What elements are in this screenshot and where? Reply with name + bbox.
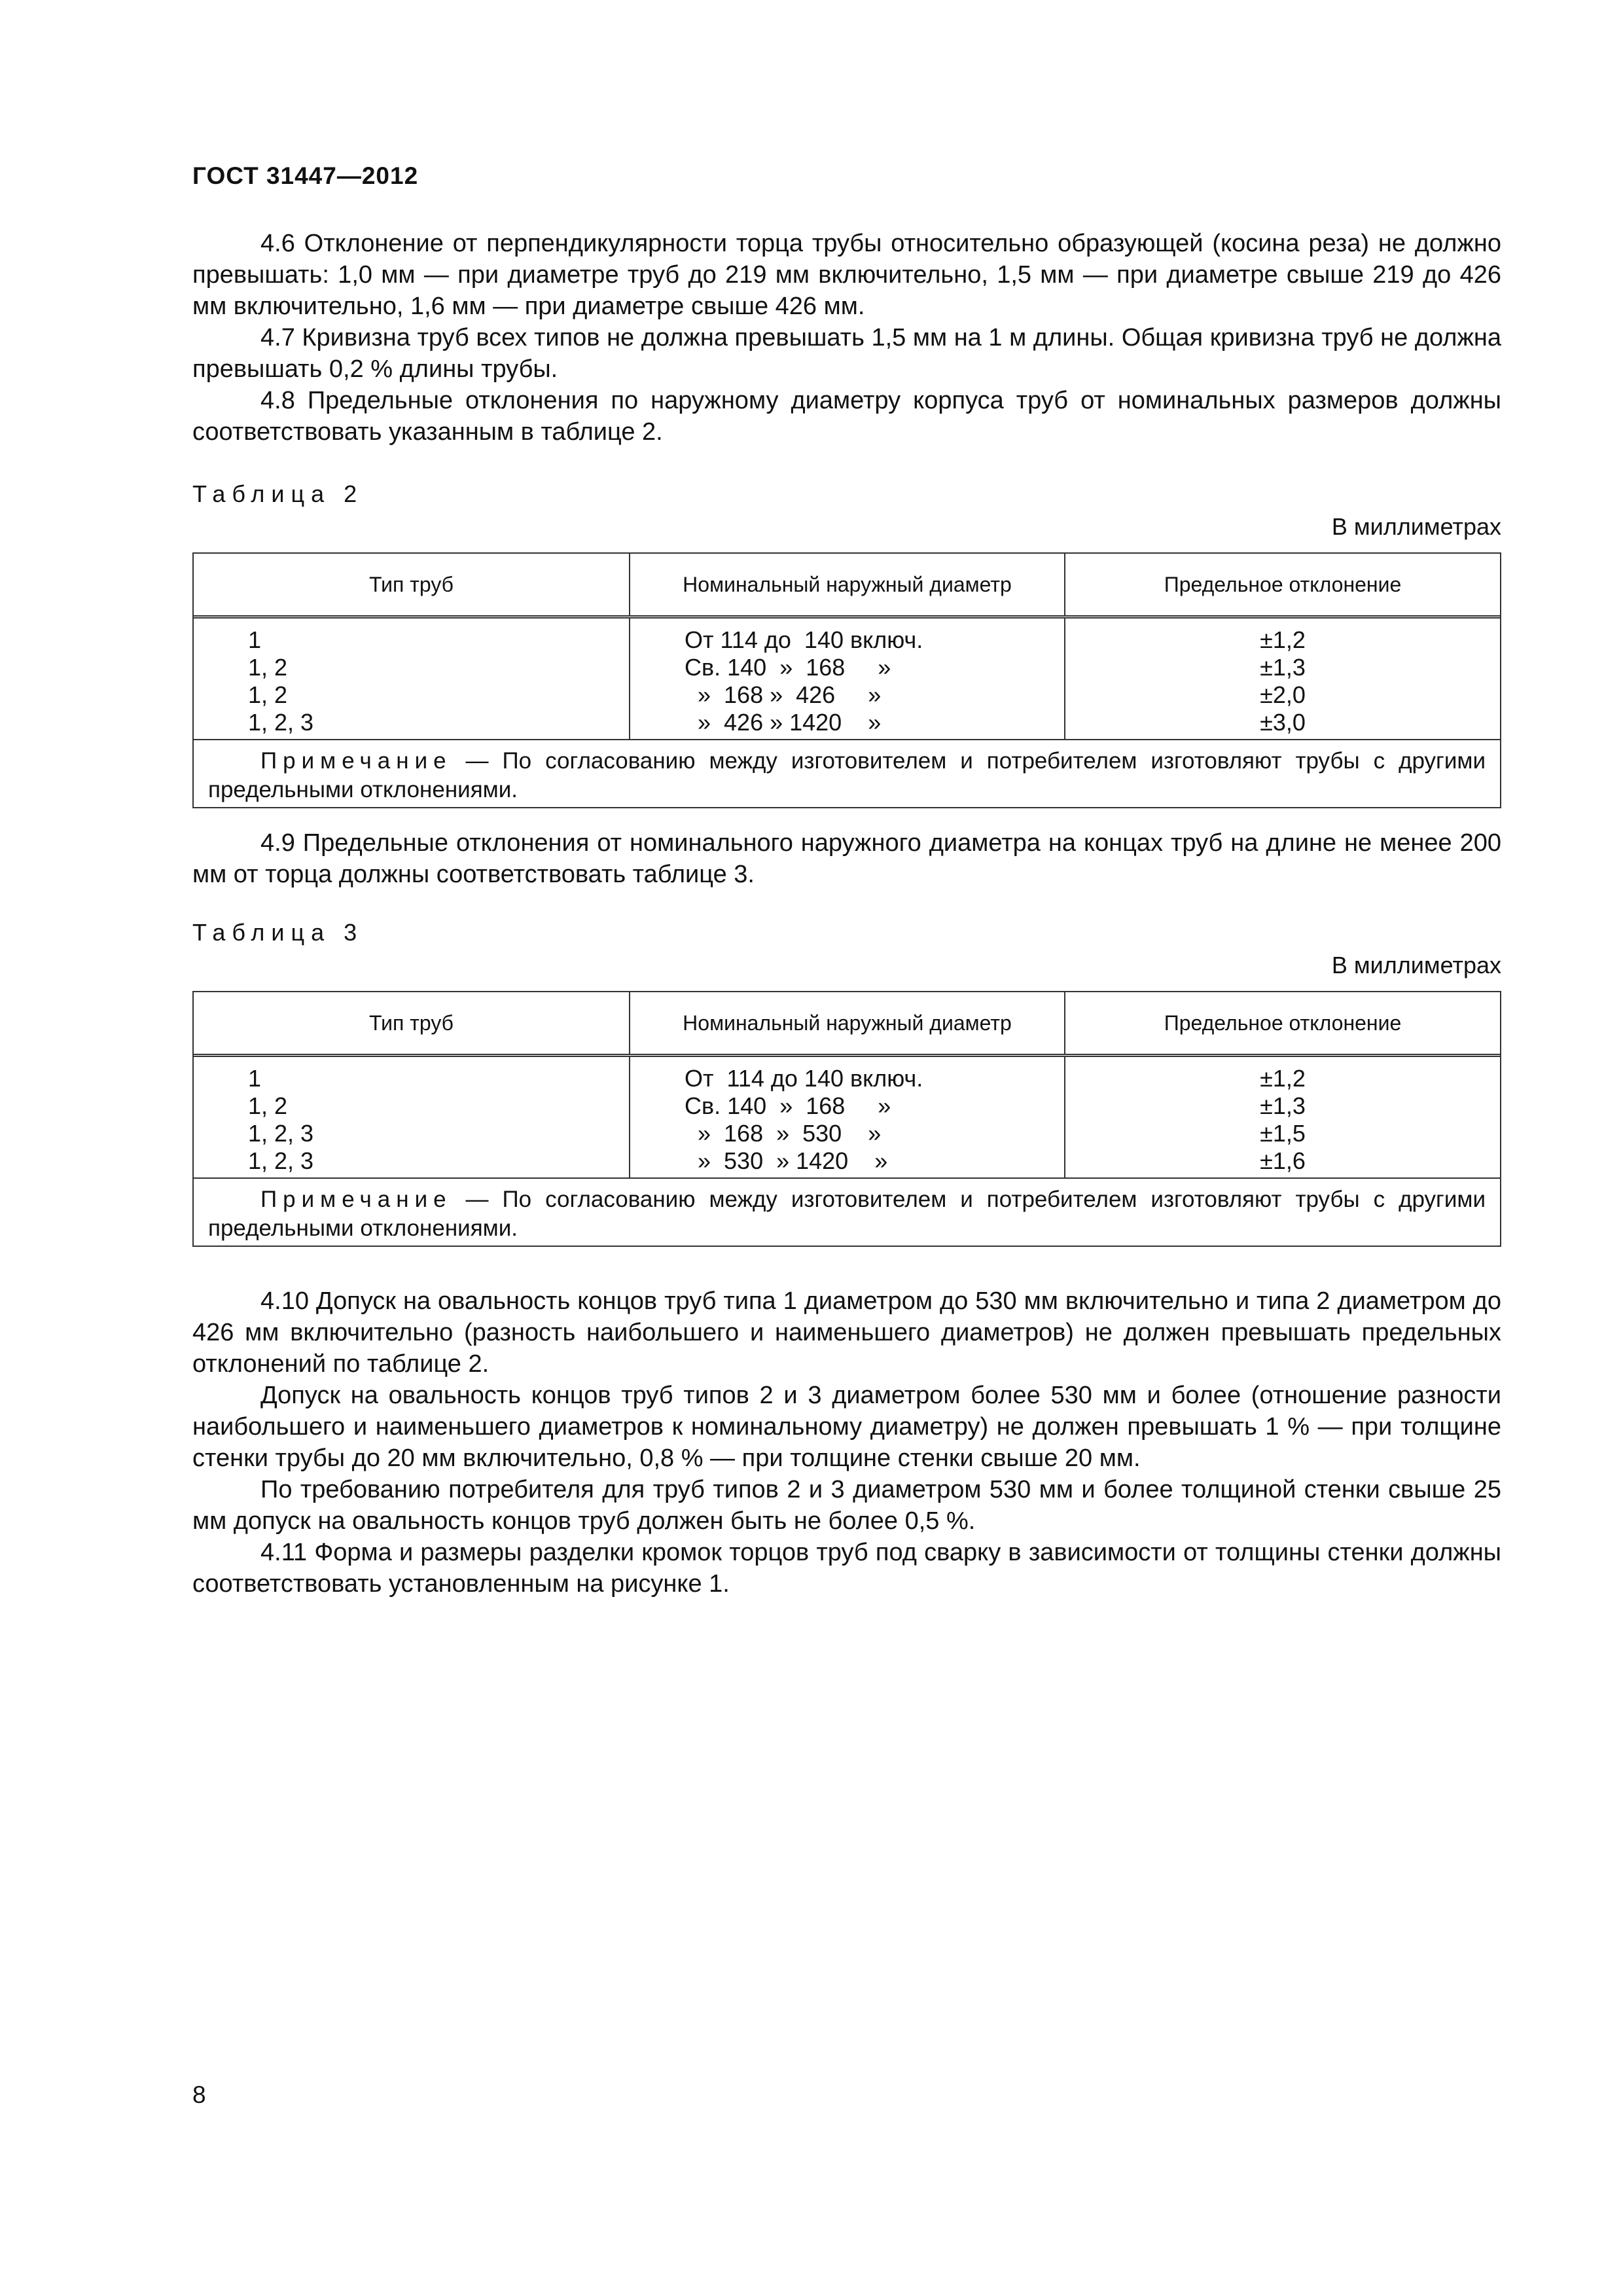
table-cell: 1, 2, 3 <box>248 1120 314 1147</box>
deviation-column <box>1064 619 1500 739</box>
table-body <box>194 619 1500 740</box>
table-cell: ±3,0 <box>1260 709 1306 736</box>
paragraph-ovality-2: Допуск на овальность концов труб типов 2 и 3 диаметром более 530 мм и более (отношение разности наибольшего и наименьшего диаметров к номинальному диаметру) не должен превышать 1 % — при толщине стенки трубы до 20 мм включительно, 0,8 % — при толщине стенки свыше 20 мм. <box>192 1382 1501 1472</box>
column-header-deviation: Предельное отклонение <box>1064 554 1500 615</box>
table-note <box>194 740 1500 807</box>
table-cell: » 426 » 1420 » <box>685 709 882 736</box>
table-header <box>194 554 1500 619</box>
column-header-type: Тип труб <box>368 1011 454 1035</box>
table-cell: От 114 до 140 включ. <box>685 626 923 653</box>
table-cell: 1, 2, 3 <box>248 1147 314 1174</box>
paragraphs-top <box>192 228 1501 448</box>
deviation-column <box>1064 1057 1500 1177</box>
table2-units: В миллиметрах <box>1331 513 1501 540</box>
table-cell: 1 <box>248 1065 262 1092</box>
note-text: — По согласованию между изготовителем и потребителем изготовляют трубы с другими предельными отклонениями. <box>208 1187 1486 1241</box>
table-cell: ±1,5 <box>1260 1120 1306 1147</box>
table-cell: 1, 2 <box>248 681 288 708</box>
table-cell: » 530 » 1420 » <box>685 1147 888 1174</box>
column-header-deviation: Предельное отклонение <box>1064 992 1500 1054</box>
table-cell: Св. 140 » 168 » <box>685 654 891 681</box>
paragraph-4-11: 4.11 Форма и размеры разделки кромок торцов труб под сварку в зависимости от толщины стенки должны соответствовать установленным на рисунке 1. <box>192 1539 1501 1598</box>
paragraph-4-7: 4.7 Кривизна труб всех типов не должна превышать 1,5 мм на 1 м длины. Общая кривизна труб не должна превышать 0,2 % длины трубы. <box>192 324 1501 383</box>
paragraph-4-8: 4.8 Предельные отклонения по наружному диаметру корпуса труб от номинальных размеров должны соответствовать указанным в таблице 2. <box>192 387 1501 446</box>
diameter-column <box>629 619 1064 739</box>
paragraph-4-10: 4.10 Допуск на овальность концов труб типа 1 диаметром до 530 мм включительно и типа 2 диаметром до 426 мм включительно (разность наибольшего и наименьшего диаметров) не должен превышать предельных отклонений по таблице 2. <box>192 1287 1501 1378</box>
table-cell: От 114 до 140 включ. <box>685 1065 923 1092</box>
note-text: — По согласованию между изготовителем и потребителем изготовляют трубы с другими предельными отклонениями. <box>208 748 1486 802</box>
table-cell: 1, 2 <box>248 1092 288 1119</box>
table-note <box>194 1179 1500 1246</box>
table3-units: В миллиметрах <box>1331 952 1501 978</box>
note-lead: Примечание <box>260 1187 452 1212</box>
diameter-column <box>629 1057 1064 1177</box>
table-cell: 1 <box>248 626 262 653</box>
type-column <box>194 1057 629 1177</box>
table-cell: ±1,2 <box>1260 626 1306 653</box>
table-body <box>194 1057 1500 1179</box>
table-cell: » 168 » 426 » <box>685 681 882 708</box>
page-number: 8 <box>192 2081 206 2108</box>
type-column <box>194 619 629 739</box>
table2-caption: Таблица 2 <box>192 480 364 507</box>
note-lead: Примечание <box>260 748 452 774</box>
paragraph-4-6: 4.6 Отклонение от перпендикулярности торца трубы относительно образующей (косина реза) не должно превышать: 1,0 мм — при диаметре труб до 219 мм включительно, 1,5 мм — при диаметре свыше 219 до 426 мм включительно, 1,6 мм — при диаметре свыше 426 мм. <box>192 230 1501 320</box>
table3-caption: Таблица 3 <box>192 919 364 946</box>
table-cell: » 168 » 530 » <box>685 1120 882 1147</box>
table-cell: ±1,3 <box>1260 654 1306 681</box>
paragraph-ovality-3: По требованию потребителя для труб типов 2 и 3 диаметром 530 мм и более толщиной стенки свыше 25 мм допуск на овальность концов труб должен быть не более 0,5 %. <box>192 1476 1501 1535</box>
column-header-diameter: Номинальный наружный диаметр <box>629 554 1064 615</box>
table-cell: 1, 2, 3 <box>248 709 314 736</box>
column-header-diameter: Номинальный наружный диаметр <box>629 992 1064 1054</box>
table-2 <box>192 552 1501 808</box>
table-cell: ±1,3 <box>1260 1092 1306 1119</box>
paragraph-mid-block <box>192 827 1501 890</box>
table-3 <box>192 991 1501 1247</box>
table-cell: Св. 140 » 168 » <box>685 1092 891 1119</box>
column-header-type: Тип труб <box>368 572 454 596</box>
table-cell: ±1,6 <box>1260 1147 1306 1174</box>
table-header <box>194 992 1500 1057</box>
table-cell: 1, 2 <box>248 654 288 681</box>
table-cell: ±1,2 <box>1260 1065 1306 1092</box>
document-header: ГОСТ 31447—2012 <box>192 162 419 189</box>
paragraphs-bottom <box>192 1285 1501 1600</box>
table-cell: ±2,0 <box>1260 681 1306 708</box>
paragraph-4-9: 4.9 Предельные отклонения от номинального наружного диаметра на концах труб на длине не менее 200 мм от торца должны соответствовать таблице 3. <box>192 829 1501 888</box>
